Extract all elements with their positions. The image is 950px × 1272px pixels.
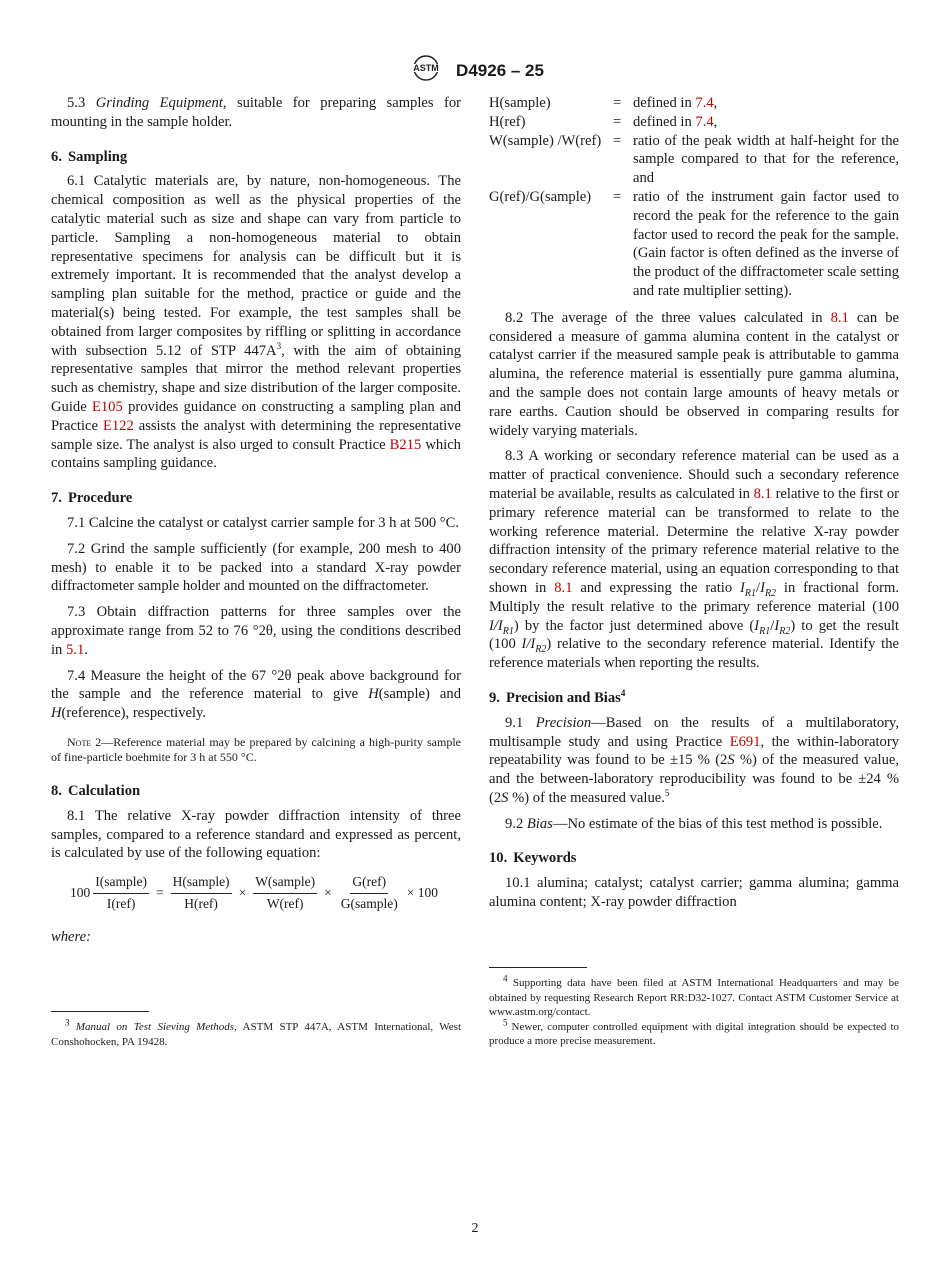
equation-equals: = [155, 884, 164, 900]
paragraph-9-2: 9.2 Bias—No estimate of the bias of this test method is possible. [505, 815, 883, 832]
right-column [489, 94, 900, 1047]
footnote-4: $^4$ Supporting data have been filed at ASTM International Headquarters and may be obtained by requesting Research Report RR:D32-1027. Contact ASTM Customer Service at www.astm.org/contact. [489, 973, 899, 1018]
definition-row: G(ref)/G(sample) = ratio of the instrument gain factor used to record the peak for the reference to the gain factor used to record the peak for the sample. (Gain factor is often defined as the inverse of the product of the diffractometer scale setting and rate multiplier setting). [489, 188, 899, 299]
equation-fraction-intensity: $\frac{\text{I(sample)}}{\text{I(ref)}}$ [95, 874, 147, 911]
section-heading-precision-bias: 9. Precision and Bias$^4$ [489, 688, 626, 706]
astm-logo-icon [406, 55, 446, 86]
paragraph-5-3: 5.3 Grinding Equipment, suitable for preparing samples for mounting in the sample holder. [51, 95, 461, 130]
paragraph-7-3: 7.3 Obtain diffraction patterns for three samples over the approximate range from 52 to 76 °2θ, using the conditions described in 5.1. [51, 604, 461, 658]
note-2: Note 2—Reference material may be prepared by calcining a high-purity sample of fine-particle boehmite for 3 h at 550 °C. [51, 734, 461, 765]
link-b215[interactable]: B215 [389, 436, 422, 453]
section-heading-sampling: 6. Sampling [51, 148, 128, 165]
paragraph-9-1: 9.1 Precision—Based on the results of a multilaboratory, multisample study and using Practice E691, the within-laboratory repeatability was found to be ±15 % (2S %) of the measured value, and the between-laboratory reproducibility was found to be ±24 % (2S %) of the measured value.$^5$ [489, 714, 900, 806]
section-heading-procedure: 7. Procedure [51, 490, 133, 507]
equation-lead: 100 [69, 884, 91, 900]
link-8-1[interactable]: 8.1 [753, 485, 772, 502]
link-e105[interactable]: E105 [91, 398, 123, 415]
equation-fraction-gain: $\frac{\text{G(ref)}}{\text{G(sample)}}$ [340, 874, 398, 911]
definition-row: H(ref) = defined in 7.4, [489, 113, 718, 130]
link-7-4[interactable]: 7.4 [695, 113, 714, 130]
paragraph-10-1: 10.1 alumina; catalyst; catalyst carrier; gamma alumina; gamma alumina content; X-ray powder diffraction [489, 875, 899, 911]
link-e691[interactable]: E691 [729, 733, 761, 750]
equation-fraction-width: $\frac{\text{W(sample)}}{\text{W(ref)}}$ [255, 874, 316, 911]
where-label: where: [51, 928, 91, 945]
equation-tail: × 100 [406, 884, 439, 900]
section-heading-calculation: 8. Calculation [51, 782, 141, 799]
intensity-equation [51, 873, 461, 914]
paragraph-8-3: 8.3 A working or secondary reference material can be used as a matter of practical convenience. Should such a secondary reference material be available, results as calculated in 8.1 relative to the first or primary reference material can be transformed to relate to the working reference material. Determine the relative X-ray powder diffraction intensity of the primary reference material relative to the secondary reference material, using an equation corresponding to that shown in 8.1 and expressing the ratio $I_{R1}/I_{R2}$ in fractional form. Multiply the result relative to the primary reference material (100 $I/I_{R1}$) by the factor just determined above $(I_{R1}/I_{R2})$ to get the result (100 $I/I_{R2}$) relative to the secondary reference material. Identify the reference materials when reporting the results. [489, 448, 899, 672]
link-8-1[interactable]: 8.1 [830, 309, 849, 326]
document-code: D4926 – 25 [456, 60, 544, 80]
footnote-3: $^3$ Manual on Test Sieving Methods, ASTM STP 447A, ASTM International, West Conshohocken, PA 19428. [51, 1017, 462, 1048]
link-7-4[interactable]: 7.4 [695, 95, 714, 111]
footnote-rule [489, 967, 587, 968]
footnote-rule [51, 1011, 149, 1012]
footnotes-left [51, 1011, 461, 1049]
equation-fraction-height: $\frac{\text{H(sample)}}{\text{H(ref)}}$ [172, 874, 230, 911]
paragraph-8-2: 8.2 The average of the three values calculated in 8.1 can be considered a measure of gamma alumina content in the catalyst or catalyst carrier if the measured sample peak is attributable to gamma alumina, the reference material is essentially pure gamma alumina, and the sample does not contain large amounts of heavy metals or rare earths. Caution should be observed in comparing results for widely varying materials. [489, 309, 900, 439]
paragraph-7-2: 7.2 Grind the sample sufficiently (for example, 200 mesh to 400 mesh) to enable it to be packed into a standard X-ray powder diffractometer sample holder and mounted on the diffractometer. [51, 540, 461, 595]
equation-times: × [238, 884, 247, 900]
paragraph-6-1: 6.1 Catalytic materials are, by nature, non-homogeneous. The chemical composition as well as the physical properties of the catalytic material such as size and shape can vary from particle to particle. Sampling a non-homogeneous material to obtain representative specimens for analysis can be difficult but it is extremely important. It is recommended that the analyst develop a sampling plan suitable for the method, practice or guide and the material(s) being tested. For example, the test samples shall be obtained from larger composites by riffling or splitting in accordance with subsection 5.12 of STP $447A^3$, with the aim of obtaining representative samples that mirror the method relevant properties such as chemistry, shape and size distribution of the larger composite. Guide E105 provides guidance on constructing a sampling plan and Practice E122 assists the analyst with determining the representative sample size. The analyst is also urged to consult Practice B215 which contains sampling guidance. [51, 173, 461, 472]
definition-row: H(sample) = defined in 7.4, [489, 95, 718, 111]
paragraph-8-1: 8.1 The relative X-ray powder diffraction intensity of three samples, compared to a reference standard and expressed as percent, is calculated by use of the following equation: [51, 807, 461, 862]
svg-text:ASTM: ASTM [413, 63, 439, 73]
link-8-1[interactable]: 8.1 [554, 579, 573, 596]
footnote-5: $^5$ Newer, computer controlled equipment with digital integration should be expected to produce a more precise measurement. [489, 1016, 899, 1047]
left-column [51, 94, 462, 1048]
page-header [0, 55, 950, 86]
page-number: 2 [471, 1221, 479, 1236]
section-heading-keywords: 10. Keywords [489, 850, 577, 867]
paragraph-7-1: 7.1 Calcine the catalyst or catalyst carrier sample for 3 h at 500 °C. [67, 514, 460, 531]
paragraph-7-4: 7.4 Measure the height of the 67 °2θ peak above background for the sample and the reference material to give H(sample) and H(reference), respectively. [51, 667, 461, 722]
equation-times: × [324, 884, 332, 900]
link-5-1[interactable]: 5.1 [66, 641, 85, 658]
footnotes-right [489, 967, 899, 1049]
link-e122[interactable]: E122 [102, 417, 134, 434]
definition-row: W(sample) /W(ref) = ratio of the peak width at half-height for the sample compared to that for the reference, and [489, 132, 899, 187]
definitions-list [489, 94, 899, 301]
